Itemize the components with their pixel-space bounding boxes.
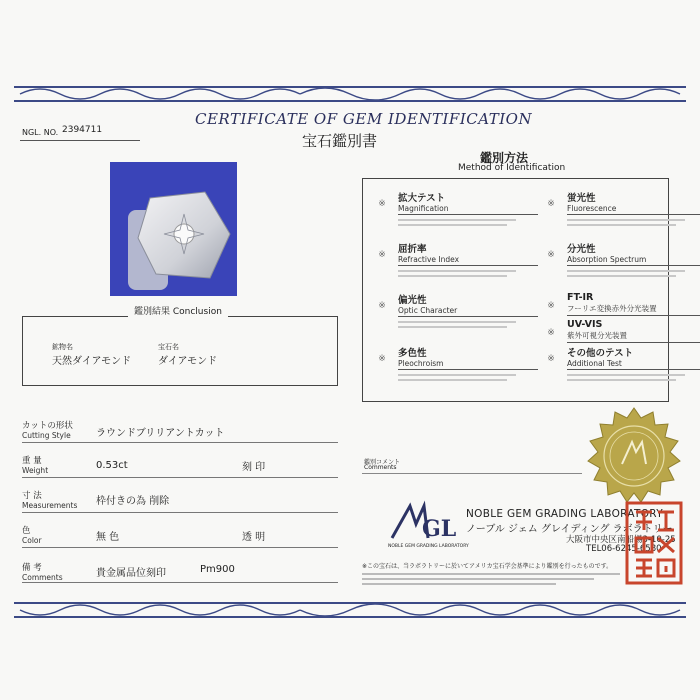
ngl-number-label: NGL. NO. — [22, 128, 59, 137]
footer-note-lines — [362, 570, 620, 588]
red-hanko-stamp — [624, 500, 684, 586]
checkbox-icon: ※ — [547, 354, 555, 364]
checkbox-icon: ※ — [378, 250, 386, 260]
method-title-jp: 鑑別方法 — [480, 151, 529, 165]
method-item-jp: 蛍光性 — [567, 193, 596, 204]
certificate-title-en: CERTIFICATE OF GEM IDENTIFICATION — [195, 110, 533, 128]
method-item-description — [398, 318, 516, 332]
detail-label-en: Measurements — [22, 501, 78, 510]
engraving-label: 刻 印 — [242, 462, 266, 473]
method-item — [547, 292, 700, 316]
method-item-en: Pleochroism — [398, 359, 538, 370]
remarks-label-en: Comments — [364, 464, 397, 471]
checkbox-icon: ※ — [378, 301, 386, 311]
method-item-jp: 拡大テスト — [398, 193, 446, 204]
method-item — [378, 241, 538, 266]
detail-label-jp: 重 量 — [22, 456, 42, 466]
checkbox-icon: ※ — [547, 199, 555, 209]
method-item-jp: 屈折率 — [398, 244, 427, 255]
checkbox-icon: ※ — [547, 250, 555, 260]
ngl-logo-subtext: NOBLE GEM GRADING LABORATORY — [388, 544, 469, 549]
detail-label-jp: カットの形状 — [22, 421, 73, 431]
method-item-description — [567, 267, 685, 281]
gem-value: ダイアモンド — [158, 356, 218, 367]
detail-label-en: Comments — [22, 573, 63, 582]
method-title-en: Method of Identification — [458, 163, 566, 173]
method-item — [547, 319, 700, 343]
gem-label: 宝石名 — [158, 343, 179, 351]
method-item-jp: 多色性 — [398, 348, 427, 359]
method-item-description — [398, 267, 516, 281]
method-item-jp: FT-IR — [567, 292, 594, 303]
conclusion-heading: 鑑別結果 Conclusion — [128, 304, 228, 317]
method-item-en: Optic Character — [398, 306, 538, 317]
method-item-en: Refractive Index — [398, 255, 538, 266]
certificate-title-jp: 宝石鑑別書 — [302, 132, 378, 150]
ngl-number: 2394711 — [62, 125, 103, 135]
detail-label-jp: 備 考 — [22, 563, 42, 573]
gold-seal — [584, 406, 684, 506]
remarks-label-jp: 鑑別コメント — [364, 459, 401, 466]
ring-photo — [110, 162, 237, 296]
bottom-ornament-border — [0, 598, 700, 622]
method-item-description — [398, 216, 516, 230]
top-ornament-border — [0, 82, 700, 106]
ngl-logo — [388, 498, 469, 550]
method-item — [547, 241, 700, 266]
detail-value: 枠付きの為 削除 — [96, 496, 170, 507]
detail-value: 貴金属品位刻印 — [96, 568, 166, 579]
lab-name-en: NOBLE GEM GRADING LABORATORY — [466, 508, 663, 520]
lab-name-jp: ノーブル ジェム グレイディング ラボラトリー — [466, 524, 673, 535]
detail-label-jp: 寸 法 — [22, 491, 42, 501]
detail-label-jp: 色 — [22, 526, 31, 536]
method-item-jp: UV-VIS — [567, 319, 603, 330]
detail-value: 無 色 — [96, 532, 120, 543]
detail-label-en: Weight — [22, 466, 49, 475]
hallmark-value: Pm900 — [200, 564, 235, 575]
method-item-jp: 分光性 — [567, 244, 596, 255]
method-item-en: Absorption Spectrum — [567, 255, 700, 266]
method-item-en: Magnification — [398, 204, 538, 215]
method-item — [378, 292, 538, 317]
method-item-description — [398, 371, 516, 385]
method-item-description — [567, 216, 685, 230]
detail-value: 0.53ct — [96, 460, 128, 471]
detail-label-en: Color — [22, 536, 42, 545]
svg-text:GL: GL — [422, 516, 457, 542]
method-item-description — [567, 371, 685, 385]
detail-label-en: Cutting Style — [22, 431, 71, 440]
lab-tel: TEL06-6245-6580 — [586, 544, 662, 554]
method-item-en: 紫外可視分光装置 — [567, 330, 700, 343]
checkbox-icon: ※ — [547, 328, 555, 338]
method-item — [378, 190, 538, 215]
mineral-value: 天然ダイアモンド — [52, 356, 132, 367]
method-item-jp: その他のテスト — [567, 348, 634, 359]
transparency-value: 透 明 — [242, 532, 266, 543]
method-item — [547, 190, 700, 215]
lab-address: 大阪市中央区南船場3-10-25 — [566, 535, 676, 545]
method-item — [547, 345, 700, 370]
method-item-en: Fluorescence — [567, 204, 700, 215]
method-item-jp: 偏光性 — [398, 295, 427, 306]
checkbox-icon: ※ — [378, 354, 386, 364]
detail-value: ラウンドブリリアントカット — [96, 428, 225, 439]
method-item-en: Additional Test — [567, 359, 700, 370]
method-item-en: フーリエ変換赤外分光装置 — [567, 303, 700, 316]
checkbox-icon: ※ — [547, 301, 555, 311]
mineral-label: 鉱物名 — [52, 343, 73, 351]
method-item — [378, 345, 538, 370]
checkbox-icon: ※ — [378, 199, 386, 209]
footer-note: ※この宝石は、当ラボラトリーに於いてアメリカ宝石学会基準により鑑別を行ったものです。 — [362, 563, 613, 570]
